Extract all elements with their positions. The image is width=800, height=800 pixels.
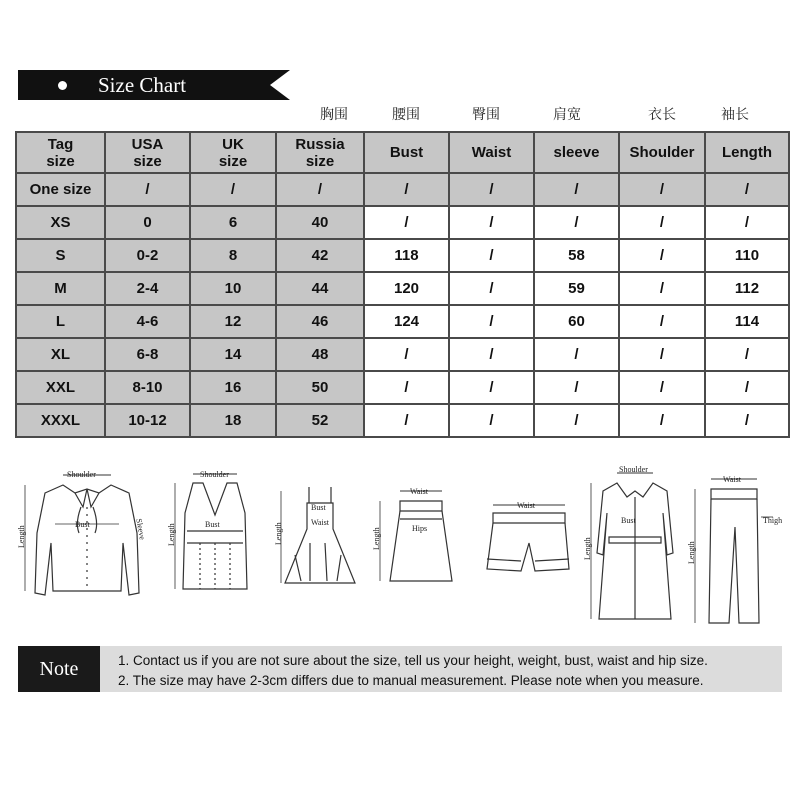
column-header-text: UK (222, 135, 244, 153)
column-header-text: Waist (471, 144, 512, 161)
table-cell: / (276, 173, 364, 206)
cn-label-hip: 臀围 (472, 107, 500, 123)
table-cell: / (449, 371, 534, 404)
waist-label: Waist (517, 501, 536, 510)
column-header (619, 132, 705, 173)
column-header-text: size (46, 152, 75, 170)
table-cell: 59 (534, 272, 619, 305)
tag-size-cell: XS (16, 206, 105, 239)
cn-label-sleeve: 袖长 (721, 107, 749, 123)
column-header (276, 132, 364, 173)
table-cell: / (449, 338, 534, 371)
table-cell: / (705, 338, 789, 371)
table-cell: 2-4 (105, 272, 190, 305)
table-cell: / (449, 272, 534, 305)
table-cell: 114 (705, 305, 789, 338)
table-cell: / (619, 404, 705, 437)
table-cell: 10-12 (105, 404, 190, 437)
table-cell: 52 (276, 404, 364, 437)
table-cell: 60 (534, 305, 619, 338)
cn-label-shoulder: 肩宽 (553, 107, 581, 123)
table-cell: 124 (364, 305, 449, 338)
table-row (16, 371, 789, 404)
table-cell: 0 (105, 206, 190, 239)
column-header (190, 132, 276, 173)
bullet-icon (58, 81, 67, 90)
blouse-diagram (15, 463, 160, 633)
tank-diagram (165, 463, 265, 633)
table-cell: 44 (276, 272, 364, 305)
coat-diagram (583, 463, 683, 633)
table-cell: / (534, 206, 619, 239)
shoulder-label: Shoulder (67, 470, 96, 479)
table-row (16, 173, 789, 206)
table-cell: / (619, 239, 705, 272)
table-cell: / (449, 173, 534, 206)
shoulder-label: Shoulder (200, 470, 229, 479)
table-cell: / (364, 404, 449, 437)
table-cell: / (449, 206, 534, 239)
shorts-diagram (475, 463, 580, 633)
column-header-text: Bust (389, 144, 424, 161)
tag-size-cell: M (16, 272, 105, 305)
table-cell: / (534, 173, 619, 206)
table-cell: 46 (276, 305, 364, 338)
table-cell: 112 (705, 272, 789, 305)
table-cell: 6 (190, 206, 276, 239)
column-header-text: size (218, 152, 248, 170)
bust-label: Bust (75, 520, 90, 529)
cn-label-length: 衣长 (648, 107, 676, 123)
shoulder-label: Shoulder (619, 465, 648, 474)
column-header (16, 132, 105, 173)
waist-label: Waist (311, 518, 330, 527)
table-cell: / (364, 338, 449, 371)
table-cell: 50 (276, 371, 364, 404)
column-header (705, 132, 789, 173)
table-cell: 16 (190, 371, 276, 404)
tag-size-cell: L (16, 305, 105, 338)
column-header-text: Length (722, 144, 772, 161)
table-cell: / (705, 206, 789, 239)
table-cell: 8-10 (105, 371, 190, 404)
table-header-row (16, 132, 789, 173)
tag-size-cell: XL (16, 338, 105, 371)
table-cell: 110 (705, 239, 789, 272)
table-cell: / (619, 305, 705, 338)
column-header-text: Tag (47, 135, 74, 153)
note-lines (118, 651, 708, 691)
table-cell: / (449, 305, 534, 338)
tag-size-cell: One size (16, 173, 105, 206)
table-cell: 8 (190, 239, 276, 272)
table-cell: 120 (364, 272, 449, 305)
table-cell: / (449, 239, 534, 272)
tag-size-cell: XXXL (16, 404, 105, 437)
column-header-text: size (133, 152, 162, 170)
bust-label: Bust (311, 503, 326, 512)
table-cell: 6-8 (105, 338, 190, 371)
hips-label: Hips (412, 524, 428, 533)
length-label: Length (274, 522, 283, 545)
table-cell: / (534, 338, 619, 371)
table-cell: 42 (276, 239, 364, 272)
table-cell: 40 (276, 206, 364, 239)
column-header (105, 132, 190, 173)
waist-label: Waist (410, 487, 429, 496)
bust-label: Bust (205, 520, 220, 529)
cn-label-bust: 胸围 (320, 107, 348, 123)
table-cell: / (534, 404, 619, 437)
table-cell: 48 (276, 338, 364, 371)
waist-label: Waist (723, 475, 742, 484)
table-cell: / (364, 173, 449, 206)
table-cell: / (534, 371, 619, 404)
table-cell: 4-6 (105, 305, 190, 338)
table-cell: / (619, 338, 705, 371)
length-label: Length (583, 537, 592, 560)
skirt-diagram (370, 463, 470, 633)
tag-size-cell: S (16, 239, 105, 272)
table-row (16, 239, 789, 272)
column-header (449, 132, 534, 173)
table-cell: 12 (190, 305, 276, 338)
table-cell: / (449, 404, 534, 437)
table-cell: 118 (364, 239, 449, 272)
table-row (16, 305, 789, 338)
column-header-text: USA (131, 135, 164, 153)
table-cell: / (364, 371, 449, 404)
table-cell: / (105, 173, 190, 206)
table-cell: / (190, 173, 276, 206)
length-label: Length (17, 525, 26, 548)
note-line-1: 1. Contact us if you are not sure about the size, tell us your height, weight, bust, waist and hip size. (118, 653, 708, 668)
note-box (18, 646, 782, 692)
garment-diagrams (15, 463, 785, 633)
length-label: Length (687, 541, 696, 564)
table-cell: 10 (190, 272, 276, 305)
table-cell: / (619, 371, 705, 404)
thigh-label: Thigh (763, 516, 783, 525)
table-cell: / (364, 206, 449, 239)
column-header-text: sleeve (553, 144, 600, 161)
table-row (16, 404, 789, 437)
table-cell: / (705, 371, 789, 404)
dress-diagram (275, 463, 365, 633)
column-header-text: Shoulder (629, 144, 695, 161)
page-title: Size Chart (98, 73, 187, 97)
table-cell: / (619, 173, 705, 206)
size-table (15, 131, 790, 438)
table-row (16, 206, 789, 239)
note-line-2: 2. The size may have 2-3cm differs due to manual measurement. Please note when you measure. (118, 673, 704, 688)
sleeve-label: Sleeve (134, 517, 147, 541)
table-cell: 58 (534, 239, 619, 272)
table-cell: 18 (190, 404, 276, 437)
column-header (364, 132, 449, 173)
tag-size-cell: XXL (16, 371, 105, 404)
table-row (16, 338, 789, 371)
cn-label-waist: 腰围 (392, 107, 420, 123)
pants-diagram (683, 463, 783, 633)
column-header-text: Russia (295, 135, 345, 153)
column-header (534, 132, 619, 173)
length-label: Length (372, 527, 381, 550)
table-cell: / (619, 272, 705, 305)
table-cell: / (705, 173, 789, 206)
bust-label: Bust (621, 516, 636, 525)
note-tag: Note (18, 646, 100, 692)
table-cell: 0-2 (105, 239, 190, 272)
length-label: Length (167, 523, 176, 546)
table-cell: / (705, 404, 789, 437)
table-cell: / (619, 206, 705, 239)
table-cell: 14 (190, 338, 276, 371)
table-row (16, 272, 789, 305)
column-header-text: size (305, 152, 335, 170)
size-chart-banner (18, 70, 290, 100)
